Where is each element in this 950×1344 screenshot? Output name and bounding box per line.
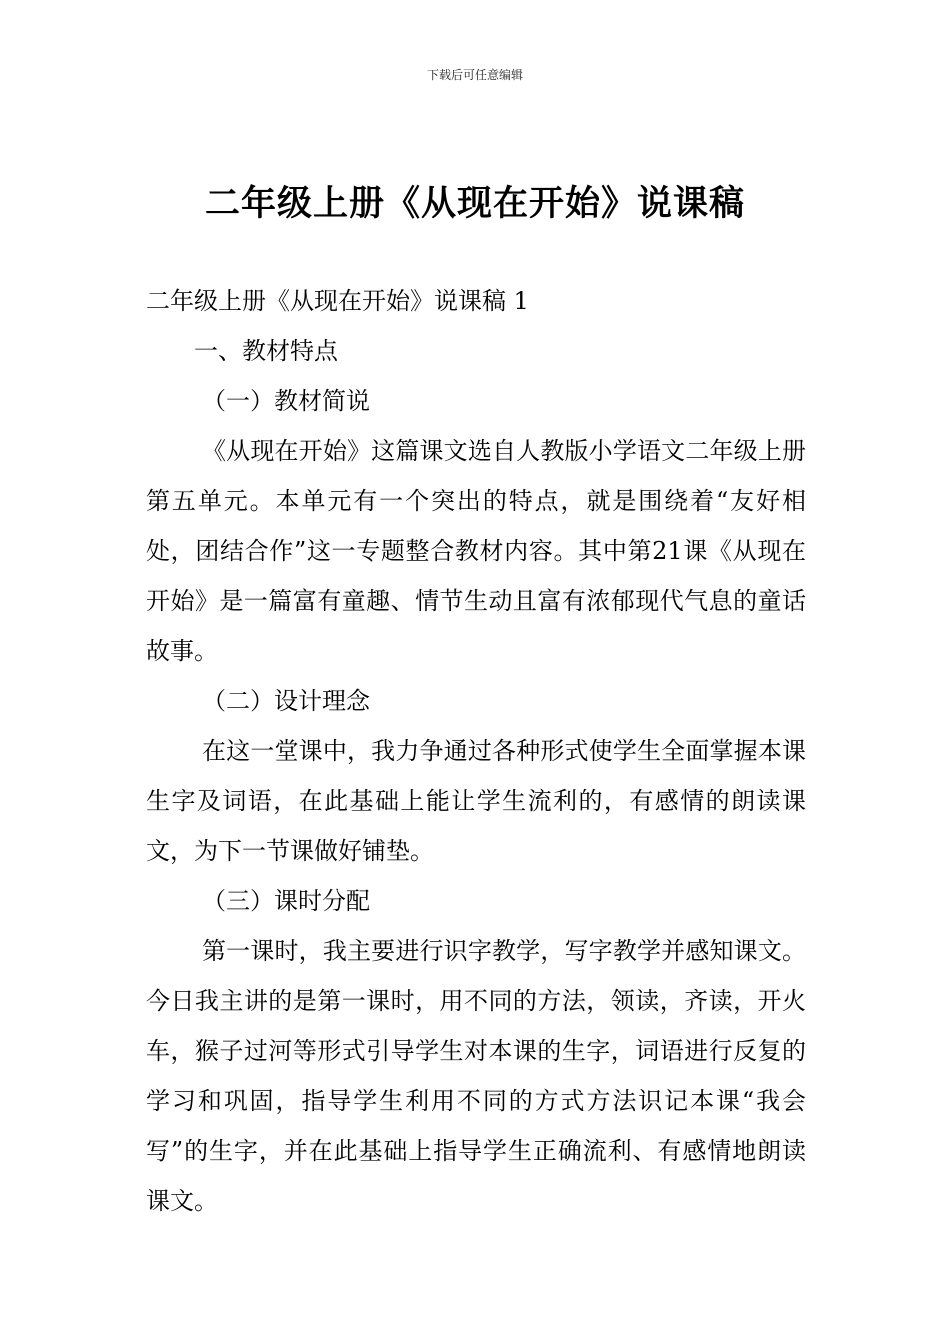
paragraph: 第一课时，我主要进行识字教学，写字教学并感知课文。今日我主讲的是第一课时，用不同的方法，领读，齐读，开火车，猴子过河等形式引导学生对本课的生字，词语进行反复的学习和巩固，指导学生利用不同的方式方法识记本课“我会写”的生字，并在此基础上指导学生正确流利、有感情地朗读课文。 bbox=[146, 937, 806, 1215]
subsection-heading: （二）设计理念 bbox=[202, 687, 370, 715]
subsection-heading: （一）教材简说 bbox=[202, 387, 370, 415]
subsection-heading: （三）课时分配 bbox=[202, 887, 370, 915]
paragraph: 《从现在开始》这篇课文选自人教版小学语文二年级上册第五单元。本单元有一个突出的特点，就是围绕着“友好相处，团结合作”这一专题整合教材内容。其中第21课《从现在开始》是一篇富有童趣、情节生动且富有浓郁现代气息的童话故事。 bbox=[146, 437, 806, 665]
document-title: 二年级上册《从现在开始》说课稿 bbox=[204, 184, 745, 224]
document-subtitle: 二年级上册《从现在开始》说课稿 1 bbox=[146, 287, 529, 315]
paragraph: 在这一堂课中，我力争通过各种形式使学生全面掌握本课生字及词语，在此基础上能让学生流利的，有感情的朗读课文，为下一节课做好铺垫。 bbox=[146, 737, 806, 865]
document-body bbox=[146, 276, 806, 1226]
section-heading: 一、教材特点 bbox=[194, 337, 338, 365]
header-note: 下载后可任意编辑 bbox=[426, 68, 523, 82]
